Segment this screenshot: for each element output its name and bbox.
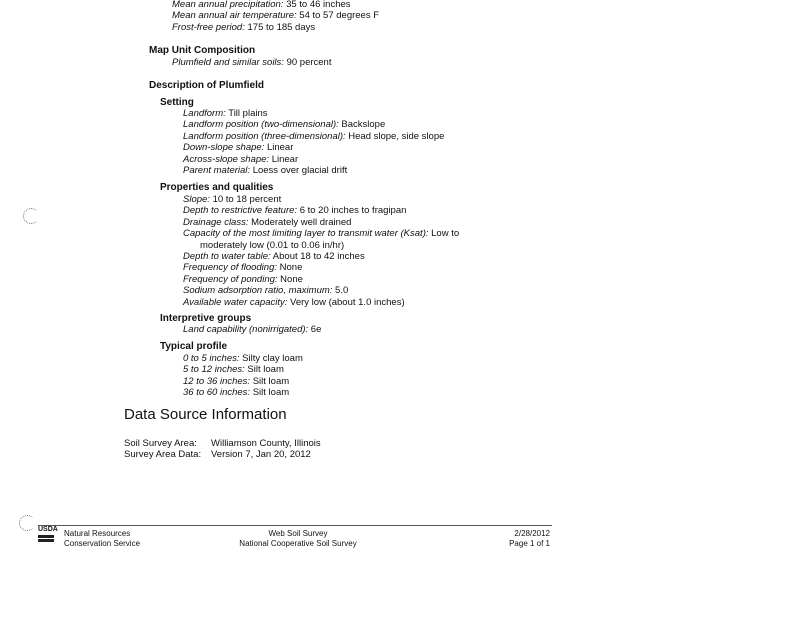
footer-right	[490, 529, 550, 549]
property-line: Depth to restrictive feature: 6 to 20 inches to fragipan	[183, 205, 407, 217]
setting-line: Down-slope shape: Linear	[183, 142, 294, 154]
profile-line: 5 to 12 inches: Silt loam	[183, 364, 284, 376]
footer-date: 2/28/2012	[514, 529, 550, 538]
property-line: Frequency of ponding: None	[183, 273, 303, 285]
property-line: Slope: 10 to 18 percent	[183, 194, 282, 205]
map-unit-line: Plumfield and similar soils: 90 percent	[172, 57, 332, 68]
interpretive-lines	[183, 324, 321, 335]
properties-heading: Properties and qualities	[160, 182, 274, 193]
setting-line: Landform: Till plains	[183, 108, 268, 119]
interpretive-line: Land capability (nonirrigated): 6e	[183, 324, 322, 335]
property-line: Capacity of the most limiting layer to transmit water (Ksat): Low to	[183, 228, 460, 240]
setting-line: Parent material: Loess over glacial drift	[183, 165, 348, 177]
setting-heading: Setting	[160, 97, 194, 108]
typical-profile-lines	[183, 353, 303, 399]
footer-center: Web Soil Survey National Cooperative Soil Survey	[239, 529, 357, 548]
usda-logo: USDA	[38, 526, 56, 543]
property-line: Available water capacity: Very low (about 1.0 inches)	[183, 296, 405, 308]
profile-line: 12 to 36 inches: Silt loam	[183, 375, 290, 387]
property-line: Depth to water table: About 18 to 42 inches	[183, 251, 365, 263]
setting-line: Landform position (three-dimensional): Head slope, side slope	[183, 130, 445, 142]
climate-lines	[172, 0, 379, 33]
precip-line: Mean annual precipitation: 35 to 46 inches	[172, 0, 351, 10]
property-line: Frequency of flooding: None	[183, 262, 303, 274]
interpretive-heading: Interpretive groups	[160, 313, 252, 324]
profile-line: 0 to 5 inches: Silty clay loam	[183, 353, 303, 364]
setting-line: Across-slope shape: Linear	[183, 153, 299, 165]
survey-data-label: Survey Area Data:	[124, 449, 202, 461]
punch-hole-mark	[19, 515, 35, 531]
typical-profile-heading: Typical profile	[160, 341, 228, 352]
profile-line: 36 to 60 inches: Silt loam	[183, 387, 290, 399]
data-source-values	[211, 438, 321, 461]
property-line-continued: moderately low (0.01 to 0.06 in/hr)	[200, 239, 345, 251]
air-temp-line: Mean annual air temperature: 54 to 57 degrees F	[172, 10, 380, 22]
properties-lines	[183, 194, 459, 308]
frost-free-line: Frost-free period: 175 to 185 days	[172, 21, 316, 33]
survey-area-value: Williamson County, Illinois	[211, 438, 321, 449]
survey-data-value: Version 7, Jan 20, 2012	[211, 449, 311, 461]
setting-lines	[183, 108, 444, 176]
map-unit-heading: Map Unit Composition	[149, 45, 256, 56]
footer-rule	[38, 525, 552, 526]
data-source-heading: Data Source Information	[124, 406, 287, 423]
punch-hole-mark	[23, 208, 39, 224]
footer-agency: Natural Resources Conservation Service	[64, 529, 141, 548]
survey-area-label: Soil Survey Area:	[124, 438, 197, 449]
data-source-labels	[124, 438, 201, 461]
property-line: Sodium adsorption ratio, maximum: 5.0	[183, 285, 349, 297]
description-heading: Description of Plumfield	[149, 80, 265, 91]
footer-page-number: Page 1 of 1	[509, 539, 550, 548]
property-line: Drainage class: Moderately well drained	[183, 216, 352, 228]
setting-line: Landform position (two-dimensional): Backslope	[183, 119, 386, 131]
